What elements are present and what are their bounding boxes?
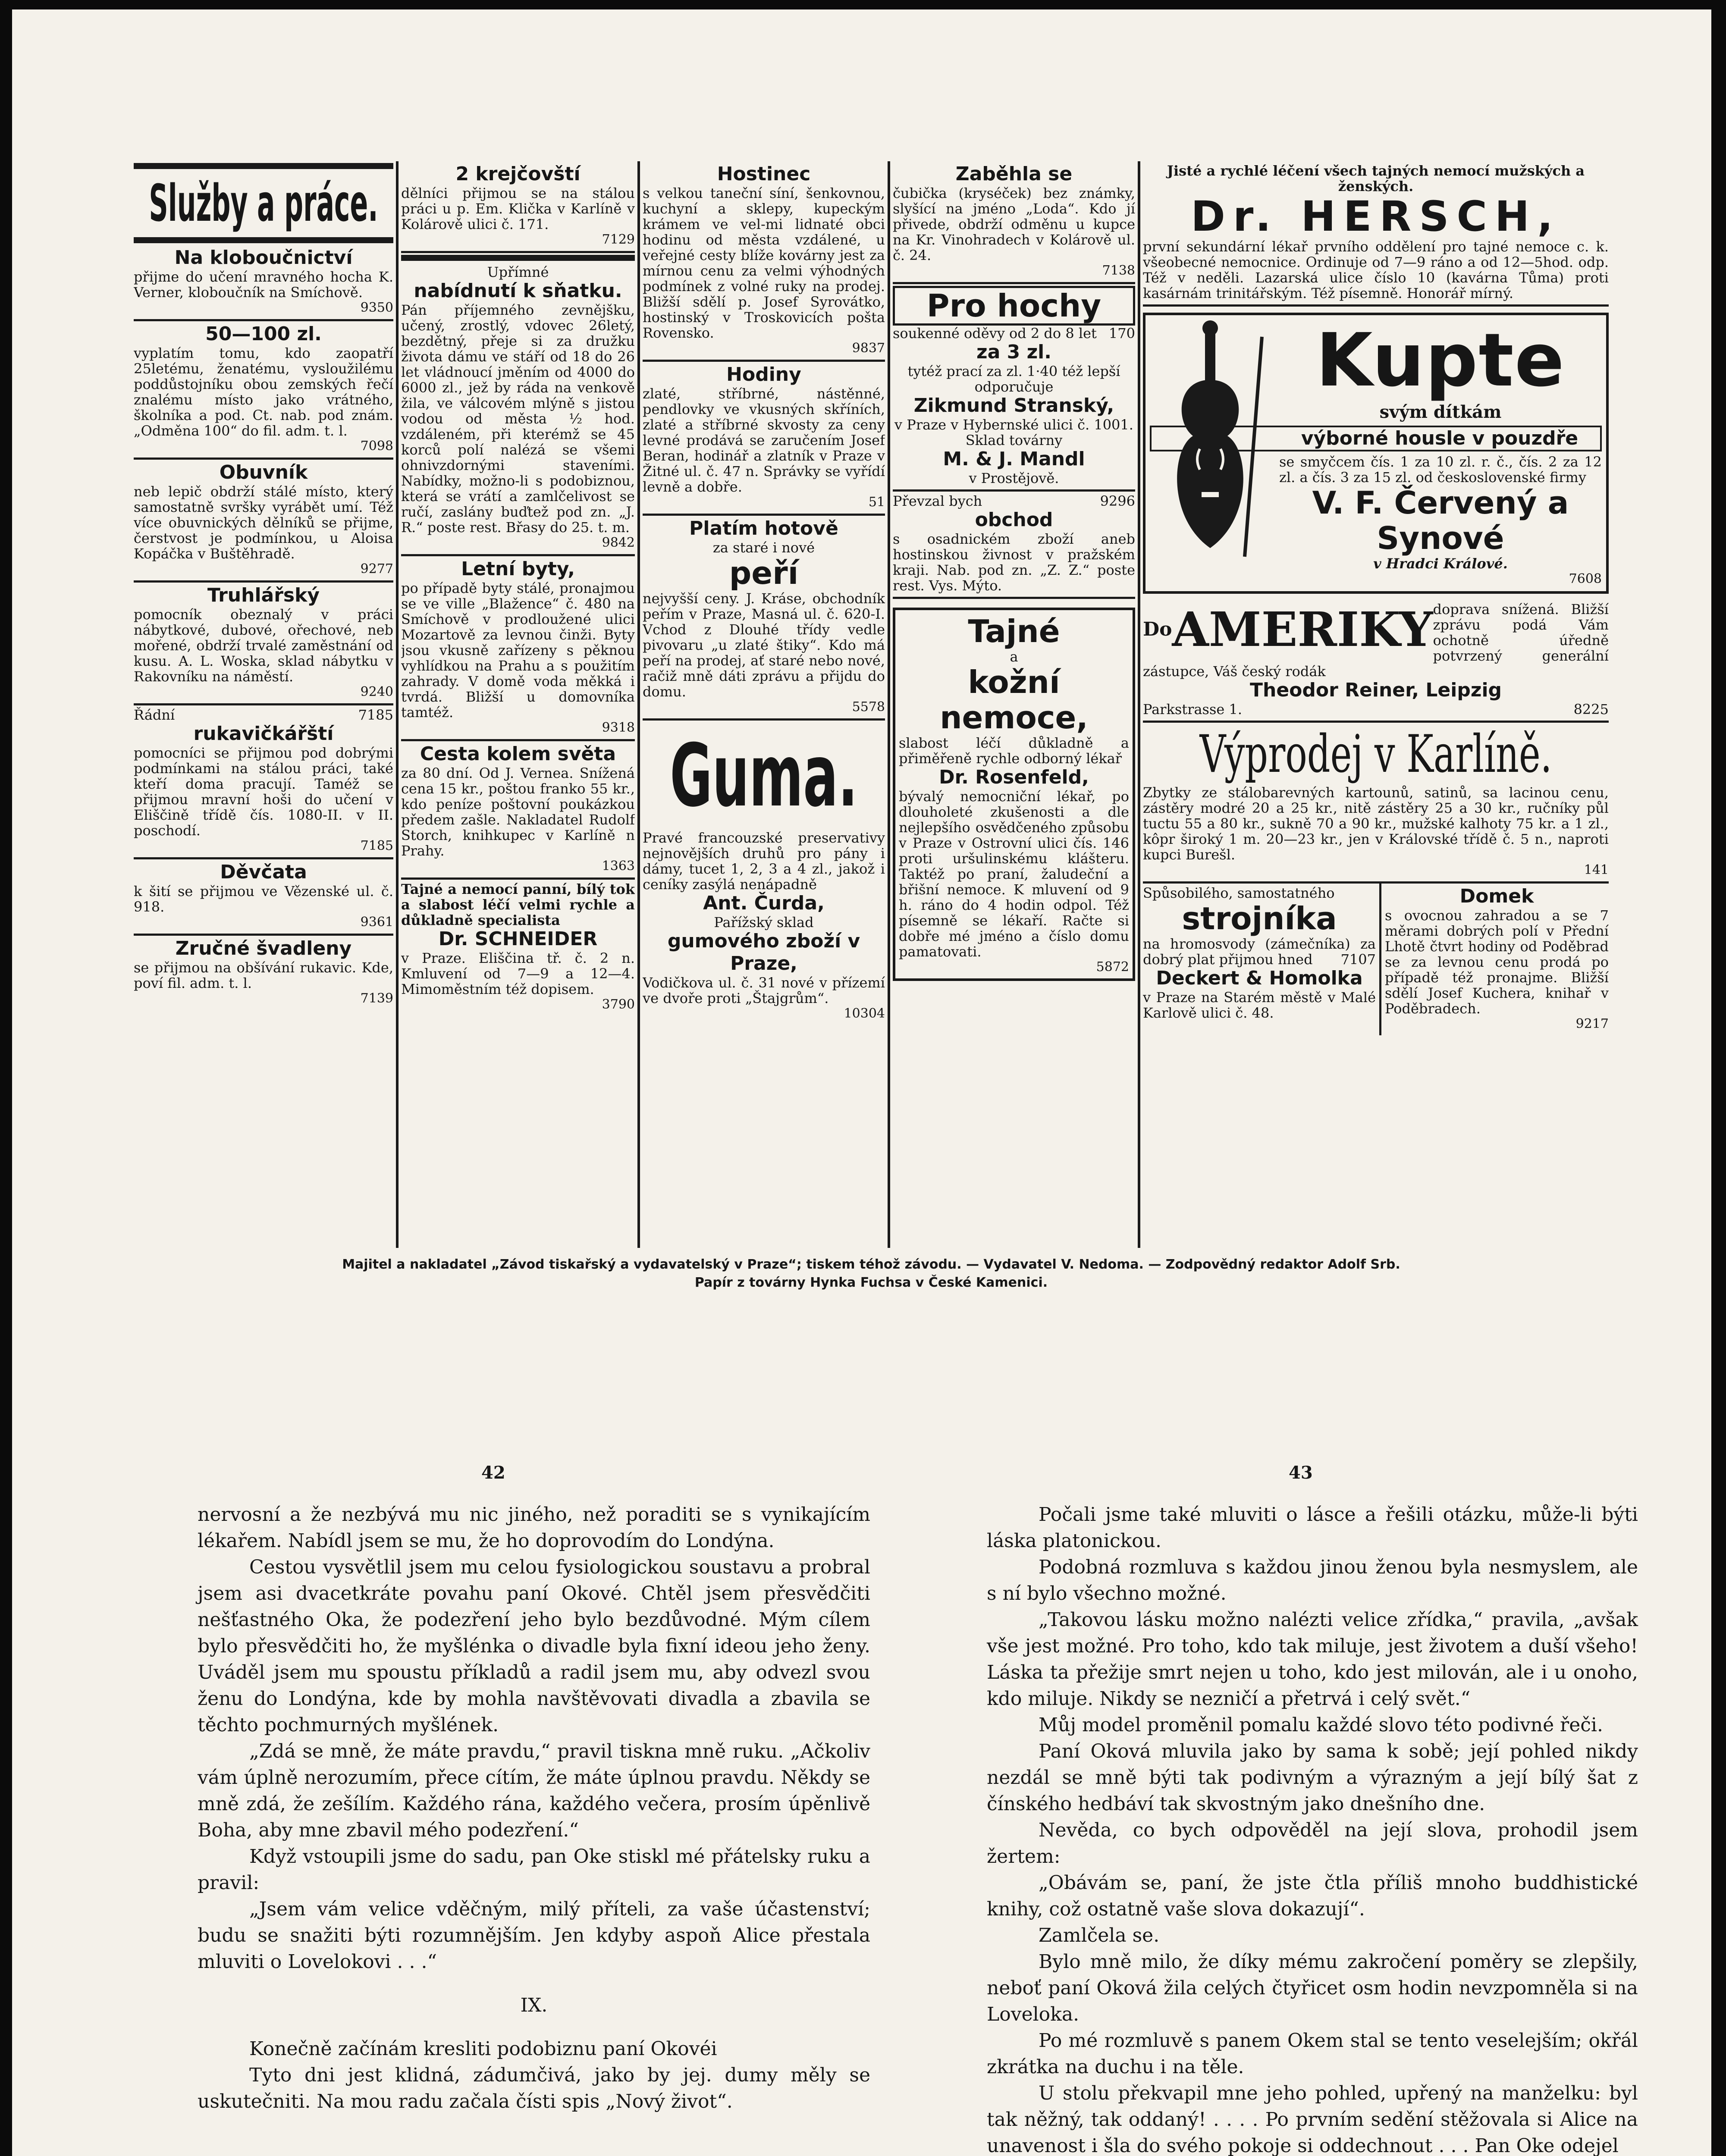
ad-pre-text: Řádní bbox=[134, 707, 175, 723]
ad-number: 9837 bbox=[852, 341, 885, 356]
book-page-left bbox=[198, 1501, 870, 2115]
advertisement-section bbox=[131, 161, 1611, 1248]
ad-body: čubička (kryséček) bez známky, slyšící na jméno „Loda“. Kdo jí přivede, obdrží odměnu u kupce na Kr. Vinohradech v Kolárově ul. č. 24. bbox=[893, 185, 1135, 263]
ad-heading-text: AMERIKY bbox=[1172, 602, 1433, 657]
ad-pro-hochy bbox=[893, 284, 1135, 492]
ad-body: po případě byty stálé, pronajmou se ve ville „Blažence“ č. 480 na Smíchově v prodloužené ulici Mozartově za levnou činži. Byty jsou vkusně zařízeny s pěknou vyhlídkou na Prahu a s použitím zahrady. V domě voda měkká i tvrdá. Bližší u domovníka tamtéž. bbox=[401, 580, 635, 721]
rule bbox=[134, 237, 393, 243]
ad-body-3: v Praze v Hybernské ulici č. 1001. Sklad továrny bbox=[894, 417, 1133, 448]
imprint-line-1: Majitel a nakladatel „Závod tiskařský a vydavatelský v Praze“; tiskem téhož závodu. — Vydavatel V. Nedoma. — Zodpovědný redaktor Adolf Srb. bbox=[342, 1257, 1400, 1272]
ad-ameriky bbox=[1143, 600, 1609, 723]
paragraph: nervosní a že nezbývá mu nic jiného, než poraditi se s vynikajícím lékařem. Nabídl jsem se mu, že ho doprovodím do Londýna. bbox=[198, 1504, 870, 1552]
ad-obuvnik bbox=[134, 460, 393, 583]
ad-pre-text: Převzal bych bbox=[893, 493, 982, 509]
paragraph: Tyto dni jest klidná, zádumčivá, jako by jej. dumy měly se uskutečniti. Na mou radu začala čísti spis „Nový život“. bbox=[198, 2064, 870, 2112]
ad-heading-2: za 3 zl. bbox=[976, 341, 1051, 363]
ad-heading-2: výborné housle v pouzdře bbox=[1150, 426, 1602, 451]
ad-line bbox=[1143, 702, 1609, 717]
ad-body: Pravé francouzské preservativy nejnovějších druhů pro pány i dámy, tucet 1, 2, 3 a 4 zl., jakož i ceníky zasýlá nenápadně bbox=[643, 830, 885, 893]
ad-body: zlaté, stříbrné, nástěnné, pendlovky ve vkusných skříních, zlaté a stříbrné skvosty za ceny levné prodává se zaručením Josef Beran, hodinář a zlatník v Praze v Žitné ul. č. 47 n. Správky se vyřídí levně a dobře. bbox=[643, 385, 885, 495]
ad-body: s ovocnou zahradou a se 7 měrami dobrých polí v Přední Lhotě čtvrt hodiny od Poděbrad se za levnou cenu prodá po případě též pronajme. Bližší sdělí Josef Kuchera, knihař v Poděbradech. bbox=[1385, 907, 1609, 1017]
ad-line bbox=[1143, 936, 1376, 967]
ad-heading: Domek bbox=[1459, 885, 1534, 907]
ad-number: 7138 bbox=[1102, 263, 1135, 278]
rule bbox=[401, 255, 635, 261]
ad-heading: Výprodej v Karlíně. bbox=[1199, 724, 1552, 784]
ads-column-1 bbox=[131, 161, 399, 1248]
ad-body: s velkou taneční síní, šenkovnou, kuchyní a sklepy, kupeckým krámem ve vel-mi lidnaté obci hodinu od města vzdálené, u veřejné cesty blíže kovárny jest za mírnou cenu za velmi výhodných podmínek z volné ruky na prodej. Bližší sdělí p. Josef Syrovátko, hostinský v Troskovicích pošta Rovensko. bbox=[643, 185, 885, 341]
ad-heading-4: M. & J. Mandl bbox=[943, 448, 1085, 470]
ad-body: dělníci přijmou se na stálou práci u p. Em. Klička v Karlíně v Kolárově ulici č. 171. bbox=[401, 185, 635, 232]
ad-number: 51 bbox=[868, 495, 885, 510]
ad-heading-3: Dr. Rosenfeld, bbox=[939, 766, 1089, 788]
ad-body: Pán příjemného zevnějšku, učený, zrostlý, vdovec 26letý, bezdětný, přeje si za družku života dámu ve stáří od 18 do 26 let vládnoucí jměním od 4000 do 6000 zl., jež by ráda na venkově žila, ve válcovém mlýně s jistou vodou od města ½ hod. vzdáleném, při kterémž se 45 korců polí nalézá se všemi ohnivzdornými staveními. Nabídky, možno-li s podobiznou, která se vrátí a zamlčelivost se ručí, zaslány buďtež pod zn. „J. R.“ poste rest. Břasy do 25. t. m. bbox=[401, 302, 635, 536]
ad-heading: Hostinec bbox=[717, 163, 811, 185]
ad-sub-2: v Hradci Králové. bbox=[1373, 555, 1508, 572]
ad-heading: Dr. SCHNEIDER bbox=[438, 928, 598, 950]
ad-number: 9296 bbox=[1100, 493, 1135, 509]
ad-heading: nabídnutí k sňatku. bbox=[414, 280, 622, 302]
paragraph: Bylo mně milo, že díky mému zakročení poměry se zlepšily, neboť paní Oková žila celých čtyřicet osm hodin nevzpomněla si na Loveloka. bbox=[987, 1951, 1638, 2025]
ad-heading-2: peří bbox=[729, 555, 799, 591]
rule bbox=[134, 163, 393, 169]
ad-heading-3: Zikmund Stranský, bbox=[913, 395, 1114, 417]
ad-number: 9277 bbox=[360, 561, 393, 577]
paragraph: „Obávám se, paní, že jste čtla příliš mnoho buddhistické knihy, což ostatně vaše slova dokazují“. bbox=[987, 1872, 1638, 1920]
ad-number: 7139 bbox=[360, 991, 393, 1006]
ads-column-2 bbox=[399, 161, 640, 1248]
ad-line bbox=[893, 326, 1135, 341]
ad-number: 7608 bbox=[1569, 571, 1602, 586]
ad-body: se přijmou na obšívání rukavic. Kde, poví fil. adm. t. l. bbox=[134, 959, 393, 991]
ad-truhlar bbox=[134, 583, 393, 705]
paragraph: „Zdá se mně, že máte pravdu,“ pravil tiskna mně ruku. „Ačkoliv vám úplně nerozumím, přece cítím, že máte úplnou pravdu. Někdy se mně zdá, že zešílím. Každého rána, každého večera, prosím úpěnlivě Boha, aby mne zbavil mého podezření.“ bbox=[198, 1740, 870, 1841]
ad-number: 9842 bbox=[602, 535, 635, 550]
ad-number: 1363 bbox=[602, 859, 635, 874]
paragraph: Cestou vysvětlil jsem mu celou fysiologickou soustavu a probral jsem asi dvacetkráte povahu paní Okové. Chtěl jsem přesvědčiti nešťastného Oka, že podezření jeho bylo bezdůvodné. Mým cílem bylo přesvědčiti ho, že myšlénka o divadle byla fixní ideou jeho ženy. Uváděl jsem mu spoustu příkladů a radil jsem mu, aby odvezl svou ženu do Londýna, kde by mohla navštěvovati divadla a zbavila se těchto pochmurných myšlének. bbox=[198, 1556, 870, 1736]
ad-body: neb lepič obdrží stálé místo, který samostatně svršky vyrábět umí. Též více obuvnických dělníků se přijme, čerstvost je podmínkou, u Aloisa Kopáčka v Buštěhradě. bbox=[134, 483, 393, 562]
book-page-right bbox=[987, 1501, 1638, 2156]
ad-number: 9240 bbox=[360, 684, 393, 699]
ad-hodiny bbox=[643, 362, 885, 516]
ad-krejci bbox=[401, 161, 635, 253]
ad-pre bbox=[893, 493, 1135, 509]
ad-snatek bbox=[401, 263, 635, 556]
ad-heading-2: Theodor Reiner, Leipzig bbox=[1249, 679, 1502, 701]
ad-number: 7098 bbox=[360, 439, 393, 454]
paragraph: Můj model proměnil pomalu každé slovo této podivné řeči. bbox=[1039, 1714, 1603, 1736]
ad-number: 10304 bbox=[844, 1006, 885, 1021]
paragraph: „Takovou lásku možno nalézti velice zřídka,“ pravila, „avšak vše jest možné. Pro toho, kdo tak miluje, jest životem a duší všeho! Láska ta přežije smrt nejen u toho, kdo jest milován, ale i u onoho, kdo miluje. Nikdy se nezničí a přetrvá i celý svět.“ bbox=[987, 1609, 1638, 1710]
ad-number: 8225 bbox=[1573, 701, 1609, 718]
ad-hersch bbox=[1143, 161, 1609, 307]
paragraph: Zamlčela se. bbox=[1039, 1924, 1160, 1946]
paragraph: Nevěda, co bych odpověděl na její slova, prohodil jsem žertem: bbox=[987, 1819, 1638, 1868]
ad-sub: a bbox=[1010, 649, 1018, 665]
ad-number: 9217 bbox=[1575, 1016, 1609, 1031]
ad-sub: svým dítkám bbox=[1379, 402, 1502, 422]
paragraph: Paní Oková mluvila jako by sama k sobě; její pohled nikdy nezdál se mně býti tak podivným a výrazným a její bílý šat z čínského hedbáví tak skvostným jako dnešního dne. bbox=[987, 1740, 1638, 1815]
ad-heading: Obuvník bbox=[219, 461, 308, 483]
page-number-left: 42 bbox=[481, 1463, 505, 1483]
ad-top: Jisté a rychlé léčení všech tajných nemocí mužských a ženských. bbox=[1167, 163, 1585, 194]
ad-heading: Guma. bbox=[670, 726, 858, 826]
ad-heading: Hodiny bbox=[726, 364, 801, 385]
ad-heading: rukavičkářští bbox=[193, 723, 334, 745]
ad-devcata bbox=[134, 859, 393, 936]
ad-svadleny bbox=[134, 936, 393, 1010]
ad-body-2: v Praze na Starém městě v Malé Karlově ulici č. 48. bbox=[1143, 989, 1376, 1021]
ad-sub: za staré i nové bbox=[712, 539, 815, 556]
ad-number: 7107 bbox=[1340, 951, 1376, 968]
ad-body: Zbytky ze stálobarevných kartounů, satinů, sa lacinou cenu, zástěry modré 20 a 25 kr., nitě zástěry 25 a 30 kr., ručníky půl tuctu 55 a 80 kr., sukně 70 a 90 kr., mužské kalhoty 75 kr. a 1 zl., kôpr široký 1 m. 20—23 kr., jen v Královské třídě č. 5 n., naproti kupci Burešl. bbox=[1143, 784, 1609, 863]
ad-heading: Pro hochy bbox=[893, 286, 1135, 326]
ad-heading-2: kožní nemoce, bbox=[940, 664, 1088, 736]
paragraph: Konečně začínám kresliti podobiznu paní Okovéi bbox=[249, 2038, 717, 2060]
ad-zabehla bbox=[893, 161, 1135, 284]
ad-letni-byty bbox=[401, 556, 635, 741]
section-banner: Služby a práce. bbox=[149, 173, 378, 233]
ad-heading bbox=[1143, 602, 1433, 658]
ad-rukavickari bbox=[134, 705, 393, 859]
ad-klobouk bbox=[134, 245, 393, 321]
ad-body: nejvyšší ceny. J. Kráse, obchodník peřím v Praze, Masná ul. č. 620-I. Vchod z Dlouhé třídy vedle pivovaru „u zlaté štiky“. Kdo má peří na prodej, ať staré nebo nové, račiž mně dáti zprávu a přijdu do domu. bbox=[643, 590, 885, 700]
ad-number: 9318 bbox=[602, 720, 635, 735]
ad-heading: 50—100 zl. bbox=[205, 323, 322, 345]
ad-kupte bbox=[1143, 313, 1609, 594]
paragraph: Když vstoupili jsme do sadu, pan Oke stiskl mé přátelsky ruku a pravil: bbox=[198, 1846, 870, 1894]
ad-number: 3790 bbox=[602, 997, 635, 1012]
ad-number: 5578 bbox=[852, 699, 885, 714]
imprint-line-2: Papír z továrny Hynka Fuchsa v České Kamenici. bbox=[694, 1275, 1048, 1290]
ad-heading: Zručné švadleny bbox=[175, 937, 352, 959]
ads-bottom-row bbox=[1143, 884, 1609, 1035]
ad-cesta-kolem-sveta bbox=[401, 741, 635, 880]
ad-body: první sekundární lékař prvního oddělení pro tajné nemoce c. k. všeobecné nemocnice. Ordinuje od 7—9 ráno a od 12—5hod. odp. Též v neděli. Lazarská ulice číslo 10 (kavárna Tůma) proti kasárnám trinitářským. Též písemně. Honorář mírný. bbox=[1143, 238, 1609, 301]
ad-heading: Kupte bbox=[1315, 318, 1566, 403]
ad-obchod bbox=[893, 492, 1135, 599]
ad-number: 170 bbox=[1108, 325, 1135, 342]
ad-heading: Zaběhla se bbox=[955, 163, 1073, 185]
ad-body: za 80 dní. Od J. Vernea. Snížená cena 15 kr., poštou franko 55 kr., kdo peníze poštovní poukázkou předem zašle. Nakladatel Rudolf Storch, knihkupec v Karlíně n Prahy. bbox=[401, 765, 635, 859]
ad-heading: strojníka bbox=[1182, 900, 1337, 937]
ad-body-4: v Prostějově. bbox=[969, 470, 1059, 486]
ad-schneider bbox=[401, 880, 635, 1016]
ad-heading: 2 krejčovští bbox=[455, 163, 581, 185]
ad-guma bbox=[643, 721, 885, 1025]
ad-heading: Děvčata bbox=[220, 861, 307, 883]
ad-body: soukenné oděvy od 2 do 8 let bbox=[893, 325, 1097, 342]
ad-body-2: v Praze. Eliščina tř. č. 2 n. Kmluvení od 7—9 a 12—4. Mimoměstním též dopisem. bbox=[401, 950, 635, 997]
ad-heading: obchod bbox=[975, 509, 1053, 531]
ad-body: pomocníci se přijmou pod dobrými podmínkami na stálou práci, také kteří doma pracují. Taméž se přijmou mravní hoši do učení v Eliščině třídě čís. 1080-II. v II. poschodí. bbox=[134, 745, 393, 839]
ad-number: 7185 bbox=[358, 707, 393, 723]
ad-heading-3: V. F. Červený a Synové bbox=[1312, 485, 1569, 556]
ad-number: 7185 bbox=[360, 838, 393, 853]
ad-heading: Letní byty, bbox=[461, 558, 575, 580]
paragraph: Po mé rozmluvě s panem Okem stal se tento veselejším; okřál zkrátka na duchu i na těle. bbox=[987, 2030, 1638, 2078]
page-number-right: 43 bbox=[1289, 1463, 1313, 1483]
ad-body: vyplatím tomu, kdo zaopatří 25letému, ženatému, vysloužilému poddůstojníku obou zemských řečí znalému místo jako vrátného, školníka a pod. Ct. nab. pod znám. „Odměna 100“ do fil. adm. t. l. bbox=[134, 345, 393, 439]
ad-heading-2: Deckert & Homolka bbox=[1156, 967, 1363, 989]
imprint-footer bbox=[131, 1256, 1611, 1292]
ad-strojnik bbox=[1143, 884, 1381, 1035]
ad-body-2: Vodičkova ul. č. 31 nové v přízemí ve dvoře proti „Štajgrům“. bbox=[643, 975, 885, 1006]
paragraph: „Jsem vám velice vděčným, milý příteli, za vaše účastenství; budu se snažiti býti rozumnějším. Jen kdyby aspoň Alice přestala mluviti o Lovelokovi . . .“ bbox=[198, 1898, 870, 1973]
ad-body-2: Parkstrasse 1. bbox=[1143, 701, 1242, 718]
paragraph: Počali jsme také mluviti o lásce a řešili otázku, může-li býti láska platonickou. bbox=[987, 1504, 1638, 1552]
ad-body: pomocník obeznalý v práci nábytkové, dubové, ořechové, neb mořené, obdrží trvalé zaměstnání od kusu. A. L. Woska, sklad nábytku v Rakovníku na náměstí. bbox=[134, 606, 393, 685]
newspaper-page bbox=[12, 9, 1711, 2156]
ads-column-3 bbox=[640, 161, 890, 1248]
ad-odmena bbox=[134, 321, 393, 460]
paragraph: Podobná rozmluva s každou jinou ženou byla nesmyslem, ale s ní bylo všechno možné. bbox=[987, 1556, 1638, 1604]
ad-heading: Truhlářský bbox=[207, 584, 320, 606]
ad-heading: Na kloboučnictví bbox=[174, 247, 353, 269]
ad-body: přijme do učení mravného hocha K. Verner, kloboučník na Smíchově. bbox=[134, 269, 393, 301]
ad-pre bbox=[134, 707, 393, 723]
ad-do: Do bbox=[1143, 618, 1172, 640]
ad-body: na hromosvody (zámečníka) za dobrý plat přijmou hned bbox=[1143, 936, 1376, 968]
ad-body: s osadnickém zboží aneb hostinskou živnost v pražském kraji. Nab. pod zn. „Z. Z.“ poste rest. Vys. Mýto. bbox=[893, 531, 1135, 594]
ad-heading: Cesta kolem světa bbox=[420, 743, 616, 765]
ad-number: 9350 bbox=[360, 300, 393, 315]
paragraph: U stolu překvapil mne jeho pohled, upřený na manželku: byl tak něžný, tak oddaný! . . . . Po prvním sedění stěžovala si Alice na unavenost i šla do svého pokoje si oddechnout . . . Pan Oke odejel bbox=[987, 2082, 1638, 2156]
ad-heading: Tajné bbox=[968, 613, 1060, 649]
ad-number: 7129 bbox=[602, 232, 635, 247]
ad-body-2: bývalý nemocniční lékař, po dlouholeté zkušenosti a dle nejlepšího osvědčeného způsobu v Praze v Ostrovní ulici čís. 146 proti uršulinskému klášteru. Taktéž po praní, žaludeční a břišní nemoce. K mluvení od 9 h. ráno do 4 hodin odpol. Též písemně se lékaří. Račte si dobře mé jméno a číslo domu pamatovati. bbox=[899, 788, 1129, 960]
ad-heading: Dr. HERSCH, bbox=[1191, 192, 1561, 241]
ad-heading: Platím hotově bbox=[689, 517, 838, 539]
ad-hostinec bbox=[643, 161, 885, 362]
chapter-heading: IX. bbox=[520, 1994, 548, 2016]
ad-body: Tajné a nemocí panní, bílý tok a slabost léčí velmi rychle a důkladně specialista bbox=[401, 881, 635, 928]
ad-pre: Upřímné bbox=[487, 264, 549, 280]
ad-body: k šití se přijmou ve Vězenské ul. č. 918. bbox=[134, 883, 393, 915]
ad-body: se smyčcem čís. 1 za 10 zl. r. č., čís. 2 za 12 zl. a čís. 3 za 15 zl. od československé firmy bbox=[1279, 454, 1602, 486]
ad-heading-2: Ant. Čurda, bbox=[703, 892, 825, 914]
ad-peri bbox=[643, 516, 885, 721]
ads-column-4 bbox=[890, 161, 1140, 1248]
ad-heading-3: gumového zboží v Praze, bbox=[667, 930, 860, 975]
ad-vyprodej bbox=[1143, 723, 1609, 884]
violin-icon bbox=[1150, 320, 1271, 561]
ad-domek bbox=[1381, 884, 1609, 1035]
ad-number: 5872 bbox=[1096, 959, 1129, 975]
ad-number: 9361 bbox=[360, 915, 393, 930]
ad-pre: Spůsobilého, samostatného bbox=[1143, 885, 1335, 901]
ad-body: slabost léčí důkladně a přiměřeně rychle odborný lékař bbox=[899, 735, 1129, 767]
ad-body-2: tytéž prací za zl. 1·40 též lepší odporučuje bbox=[907, 363, 1120, 395]
ad-sub: Pařížský sklad bbox=[714, 914, 814, 931]
ad-number: 141 bbox=[1584, 862, 1609, 877]
ad-body: doprava snížená. Bližší zprávu podá Vám ochotně úředně potvrzený generální zástupce, Váš český rodák bbox=[1143, 601, 1609, 680]
ads-column-5 bbox=[1140, 161, 1611, 1248]
ad-rosenfeld bbox=[893, 608, 1135, 981]
